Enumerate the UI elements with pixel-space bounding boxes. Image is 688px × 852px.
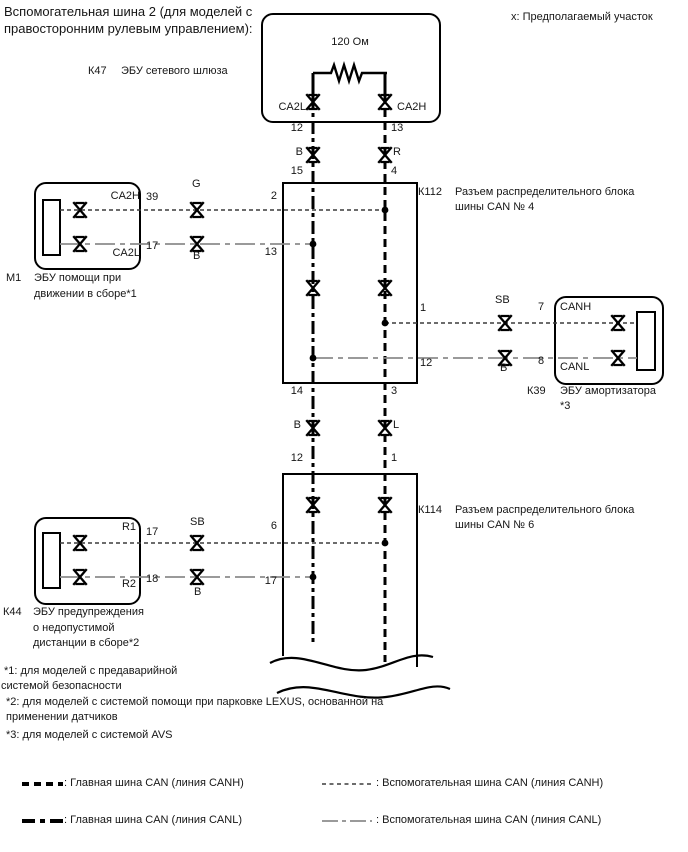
k39-terminal-canl: CANL bbox=[560, 361, 590, 373]
k47-terminal-ca2l: CA2L bbox=[278, 101, 306, 113]
footnote-3: *3: для моделей с системой AVS bbox=[6, 729, 173, 741]
resistor-value: 120 Ом bbox=[331, 36, 369, 48]
wire-color-sb-k44: SB bbox=[190, 516, 205, 528]
k114-label-line1: Разъем распределительного блока bbox=[455, 504, 635, 516]
m1-pin-39: 39 bbox=[146, 191, 159, 203]
wire-color-l-mid: L bbox=[393, 419, 400, 431]
k39-connector-icon bbox=[637, 312, 655, 370]
k112-pin-4: 4 bbox=[391, 165, 398, 177]
m1-terminal-ca2l: CA2L bbox=[112, 247, 140, 259]
k44-code: К44 bbox=[3, 606, 22, 618]
k44-label-line2: о недопустимой bbox=[33, 622, 115, 634]
footnote-2-line1: *2: для моделей с системой помощи при парковке LEXUS, основанной на bbox=[6, 696, 384, 708]
wire-color-b-mid: B bbox=[293, 419, 301, 431]
k112-junction-box bbox=[283, 183, 417, 383]
k47-pin-13: 13 bbox=[391, 122, 404, 134]
suspect-area-note: х: Предполагаемый участок bbox=[511, 11, 653, 23]
footnote-1-line1: *1: для моделей с предаварийной bbox=[4, 665, 178, 677]
k112-pin-2: 2 bbox=[270, 190, 277, 202]
k114-junction-box bbox=[283, 474, 417, 667]
k44-pin-17: 17 bbox=[146, 526, 159, 538]
legend-main-canh-label: : Главная шина CAN (линия CANH) bbox=[64, 777, 244, 789]
m1-label-line1: ЭБУ помощи при bbox=[34, 272, 122, 284]
k44-label-line1: ЭБУ предупреждения bbox=[33, 606, 144, 618]
k112-pin-13: 13 bbox=[264, 246, 277, 258]
m1-connector-icon bbox=[43, 200, 60, 255]
break-wave-top bbox=[270, 655, 433, 670]
legend-aux-canh-label: : Вспомогательная шина CAN (линия CANH) bbox=[376, 777, 604, 789]
k39-pin-8: 8 bbox=[538, 355, 545, 367]
wire-color-b-k44: B bbox=[194, 586, 202, 598]
wire-color-b-k39: B bbox=[500, 362, 508, 374]
k47-label: ЭБУ сетевого шлюза bbox=[121, 65, 228, 77]
k112-pin-15: 15 bbox=[290, 165, 303, 177]
wire-color-b-m1: B bbox=[193, 250, 201, 262]
k44-terminal-r2: R2 bbox=[121, 578, 136, 590]
m1-label-line2: движении в сборе*1 bbox=[34, 288, 137, 300]
junction-dots bbox=[310, 207, 389, 581]
k114-pin-1: 1 bbox=[391, 452, 398, 464]
legend-main-canl-label: : Главная шина CAN (линия CANL) bbox=[64, 814, 242, 826]
k39-label-line1: ЭБУ амортизатора bbox=[560, 385, 656, 397]
k112-pin-14: 14 bbox=[290, 385, 303, 397]
k114-code: К114 bbox=[418, 504, 442, 516]
footnote-1-line2: системой безопасности bbox=[1, 680, 122, 692]
k44-terminal-r1: R1 bbox=[121, 521, 136, 533]
k112-pin-3: 3 bbox=[391, 385, 398, 397]
k39-terminal-canh: CANH bbox=[560, 301, 592, 313]
resistor-icon bbox=[313, 65, 387, 81]
k47-code: К47 bbox=[88, 65, 107, 77]
page-title-line2: правосторонним рулевым управлением): bbox=[4, 21, 253, 36]
k114-label-line2: шины CAN № 6 bbox=[455, 519, 535, 531]
k112-label-line1: Разъем распределительного блока bbox=[455, 186, 635, 198]
k114-pin-12: 12 bbox=[290, 452, 303, 464]
m1-pin-17: 17 bbox=[146, 240, 159, 252]
wire-color-sb-k39: SB bbox=[495, 294, 510, 306]
k112-code: К112 bbox=[418, 186, 442, 198]
k112-label-line2: шины CAN № 4 bbox=[455, 201, 535, 213]
footnote-2-line2: применении датчиков bbox=[6, 711, 118, 723]
k112-pin-1: 1 bbox=[420, 302, 427, 314]
m1-terminal-ca2h: CA2H bbox=[110, 190, 140, 202]
k44-label-line3: дистанции в сборе*2 bbox=[33, 637, 140, 649]
page-title-line1: Вспомогательная шина 2 (для моделей с bbox=[4, 4, 253, 19]
wire-color-b: B bbox=[295, 146, 303, 158]
legend-aux-canl-label: : Вспомогательная шина CAN (линия CANL) bbox=[376, 814, 602, 826]
k44-pin-18: 18 bbox=[146, 573, 159, 585]
k47-terminal-ca2h: CA2H bbox=[397, 101, 427, 113]
k114-pin-6: 6 bbox=[270, 520, 277, 532]
wire-color-g: G bbox=[192, 178, 201, 190]
k44-connector-icon bbox=[43, 533, 60, 588]
k47-pin-12: 12 bbox=[290, 122, 303, 134]
k112-pin-12: 12 bbox=[420, 357, 433, 369]
wire-color-r: R bbox=[393, 146, 401, 158]
m1-code: М1 bbox=[6, 272, 22, 284]
k39-label-line2: *3 bbox=[560, 400, 571, 412]
k39-code: К39 bbox=[527, 385, 546, 397]
k39-pin-7: 7 bbox=[538, 301, 545, 313]
k114-pin-17: 17 bbox=[264, 575, 277, 587]
